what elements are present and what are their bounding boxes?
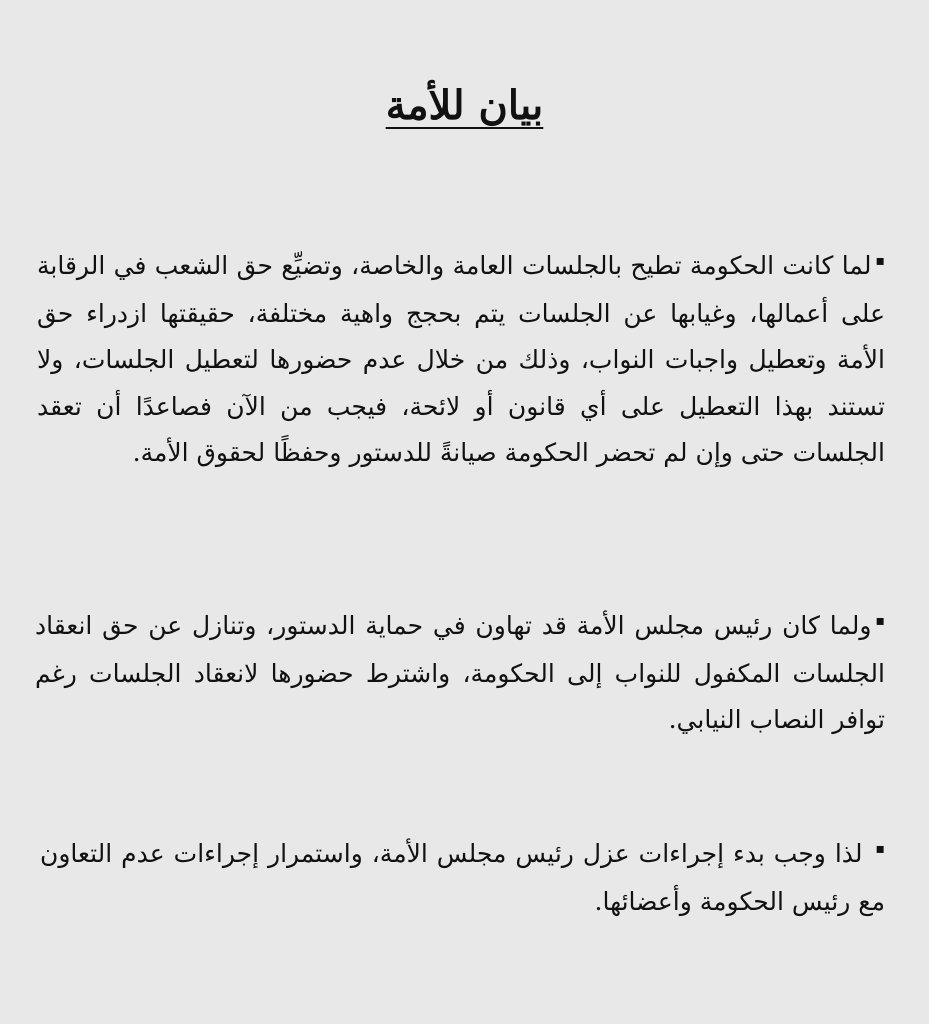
- paragraph-1: [37, 243, 885, 477]
- paragraph-2-text: ولما كان رئيس مجلس الأمة قد تهاون في حماية الدستور، وتنازل عن حق انعقاد الجلسات المكفول للنواب إلى الحكومة، واشترط حضورها لانعقاد الجلسات رغم توافر النصاب النيابي.: [35, 611, 885, 735]
- paragraph-2: [35, 603, 885, 744]
- paragraph-3-text: لذا وجب بدء إجراءات عزل رئيس مجلس الأمة، واستمرار إجراءات عدم التعاون مع رئيس الحكومة وأعضائها.: [40, 839, 885, 916]
- paragraph-3: [40, 831, 885, 925]
- bullet-icon: ▪: [875, 253, 885, 270]
- bullet-icon: ▪: [875, 613, 885, 630]
- paragraph-1-text: لما كانت الحكومة تطيح بالجلسات العامة والخاصة، وتضيِّع حق الشعب في الرقابة على أعمالها، وغيابها عن الجلسات يتم بحجج واهية مختلفة، حقيقتها ازدراء حق الأمة وتعطيل واجبات النواب، وذلك من خلال عدم حضورها لتعطيل الجلسات، ولا تستند بهذا التعطيل على أي قانون أو لائحة، فيجب من الآن فصاعدًا أن تعقد الجلسات حتى وإن لم تحضر الحكومة صيانةً للدستور وحفظًا لحقوق الأمة.: [37, 251, 885, 468]
- document-title: [0, 80, 929, 132]
- bullet-icon: ▪: [875, 841, 885, 858]
- title-text: بيان للأمة: [385, 82, 544, 129]
